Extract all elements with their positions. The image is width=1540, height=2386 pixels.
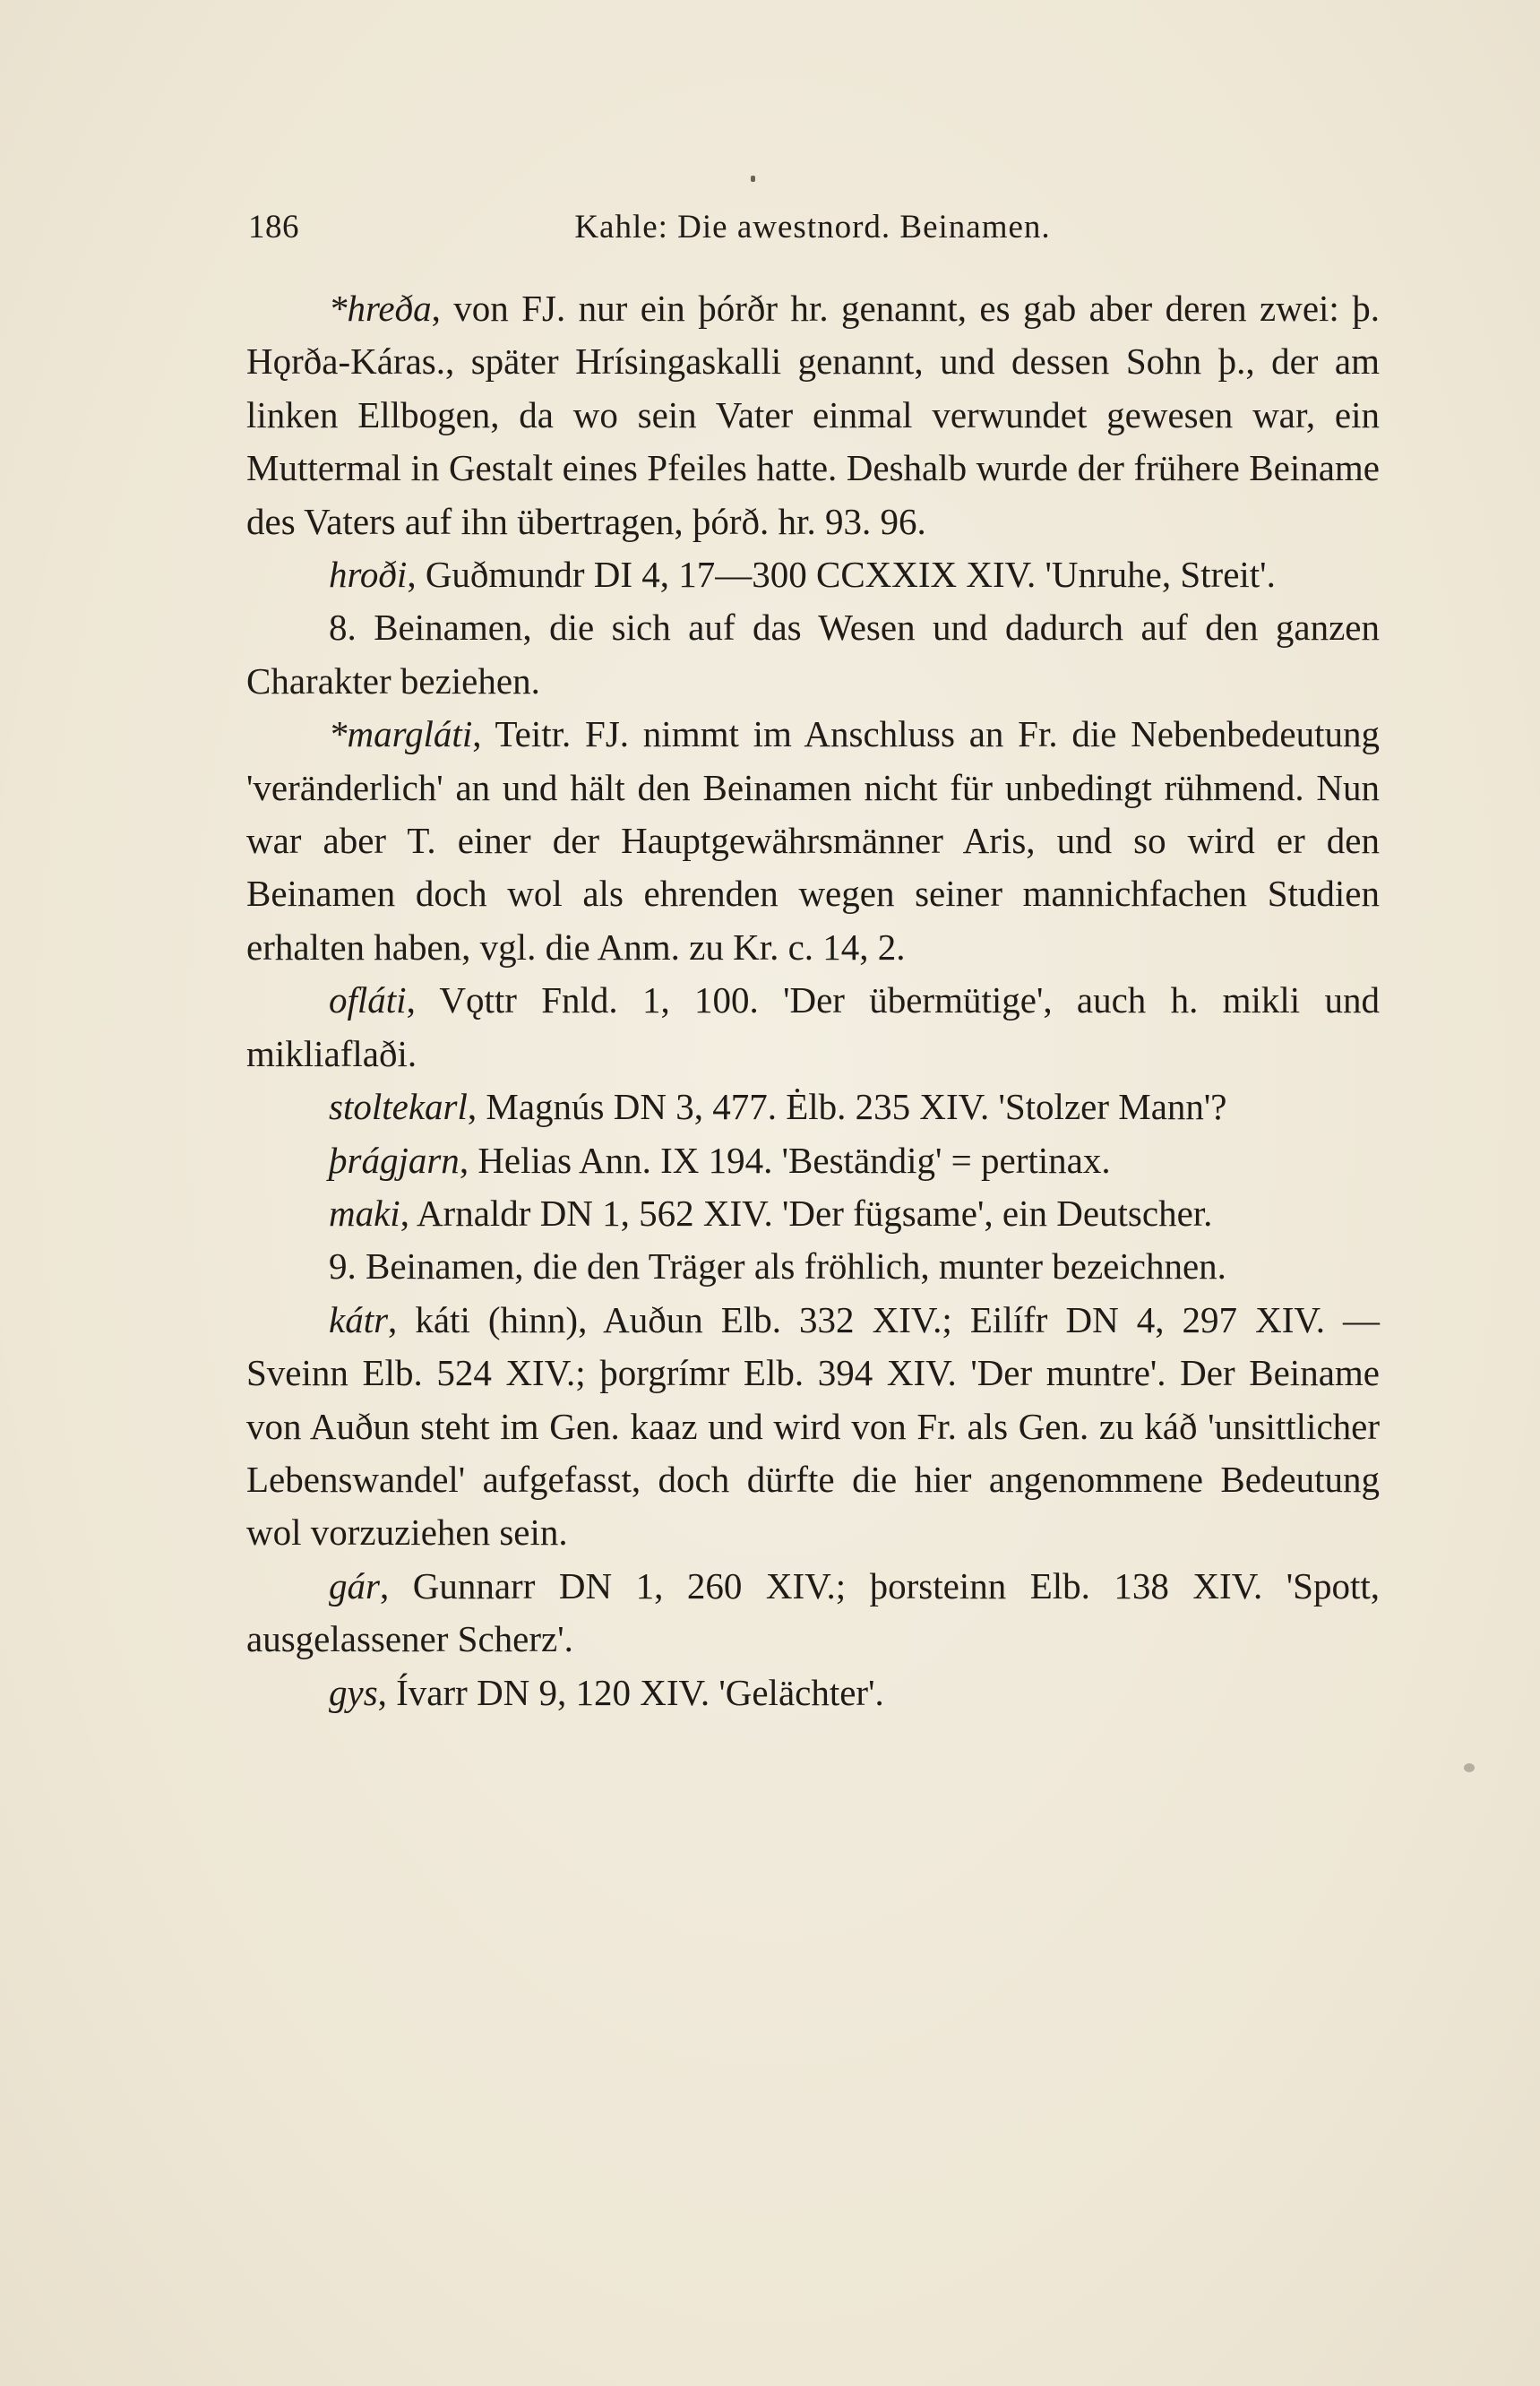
entry-term: hroði (329, 554, 408, 596)
entry-text: , Ívarr DN 9, 120 XIV. 'Gelächter'. (377, 1671, 884, 1713)
section-text: 9. Beinamen, die den Träger als fröhlich, munter bezeichnen. (329, 1245, 1226, 1288)
section-heading-9 (246, 1240, 1380, 1293)
entry-term: *margláti (329, 713, 473, 755)
body-text (246, 282, 1380, 1719)
entry-gys (246, 1667, 1380, 1719)
entry-text: , Guðmundr DI 4, 17—300 CCXXIX XIV. 'Unruhe, Streit'. (407, 554, 1276, 596)
entry-marglati (246, 708, 1380, 974)
running-title: Kahle: Die awestnord. Beinamen. (574, 209, 1051, 245)
entry-maki (246, 1187, 1380, 1240)
entry-term: gár (329, 1564, 380, 1606)
section-text: 8. Beinamen, die sich auf das Wesen und dadurch auf den ganzen Charakter beziehen. (246, 607, 1380, 702)
entry-thragjarn (246, 1134, 1380, 1187)
ink-speck (751, 176, 755, 182)
entry-text: , káti (hinn), Auðun Elb. 332 XIV.; Eilífr DN 4, 297 XIV. — Sveinn Elb. 524 XIV.; þorgrímr Elb. 394 XIV. 'Der muntre'. Der Beiname von Auðun steht im Gen. kaaz und wird von Fr. als Gen. zu káð 'unsittlicher Lebenswandel' aufgefasst, doch dürfte die hier angenommene Bedeutung wol vorzuziehen sein. (246, 1298, 1380, 1554)
entry-text: , Vǫttr Fnld. 1, 100. 'Der übermütige', auch h. mikli und mikliaflaði. (246, 979, 1380, 1074)
paper-smudge (1464, 1763, 1475, 1772)
entry-katr (246, 1294, 1380, 1560)
entry-term: þrágjarn (329, 1139, 460, 1181)
entry-text: , Teitr. FJ. nimmt im Anschluss an Fr. die Nebenbedeutung 'veränderlich' an und hält den Beinamen nicht für unbedingt rühmend. Nun war aber T. einer der Hauptgewährsmänner Aris, und so wird er den Beinamen doch wol als ehrenden wegen seiner mannichfachen Studien erhalten haben, vgl. die Anm. zu Kr. c. 14, 2. (246, 713, 1380, 968)
section-heading-8 (246, 601, 1380, 708)
entry-term: stoltekarl (329, 1086, 468, 1128)
entry-hreda (246, 282, 1380, 548)
entry-hrodi (246, 548, 1380, 601)
entry-term: *hreða (329, 288, 432, 329)
page-number: 186 (248, 209, 299, 245)
entry-text: , von FJ. nur ein þórðr hr. genannt, es gab aber deren zwei: þ. Hǫrða-Káras., später Hrísingaskalli genannt, und dessen Sohn þ., der am linken Ellbogen, da wo sein Vater einmal verwundet gewesen war, ein Muttermal in Gestalt eines Pfeiles hatte. Deshalb wurde der frühere Beiname des Vaters auf ihn übertragen, þórð. hr. 93. 96. (246, 288, 1380, 542)
entry-text: , Helias Ann. IX 194. 'Beständig' = pertinax. (459, 1139, 1111, 1181)
entry-term: ofláti (329, 979, 407, 1021)
entry-stoltekarl (246, 1081, 1380, 1133)
entry-text: , Arnaldr DN 1, 562 XIV. 'Der fügsame', ein Deutscher. (400, 1192, 1213, 1234)
entry-term: maki (329, 1192, 400, 1234)
entry-term: kátr (329, 1298, 389, 1340)
entry-gar (246, 1560, 1380, 1667)
entry-text: , Magnús DN 3, 477. Ėlb. 235 XIV. 'Stolzer Mann'? (467, 1086, 1227, 1128)
entry-text: , Gunnarr DN 1, 260 XIV.; þorsteinn Elb. 138 XIV. 'Spott, ausgelassener Scherz'. (246, 1564, 1380, 1660)
entry-oflati (246, 974, 1380, 1081)
entry-term: gys (329, 1671, 378, 1713)
page-header (248, 208, 1380, 254)
